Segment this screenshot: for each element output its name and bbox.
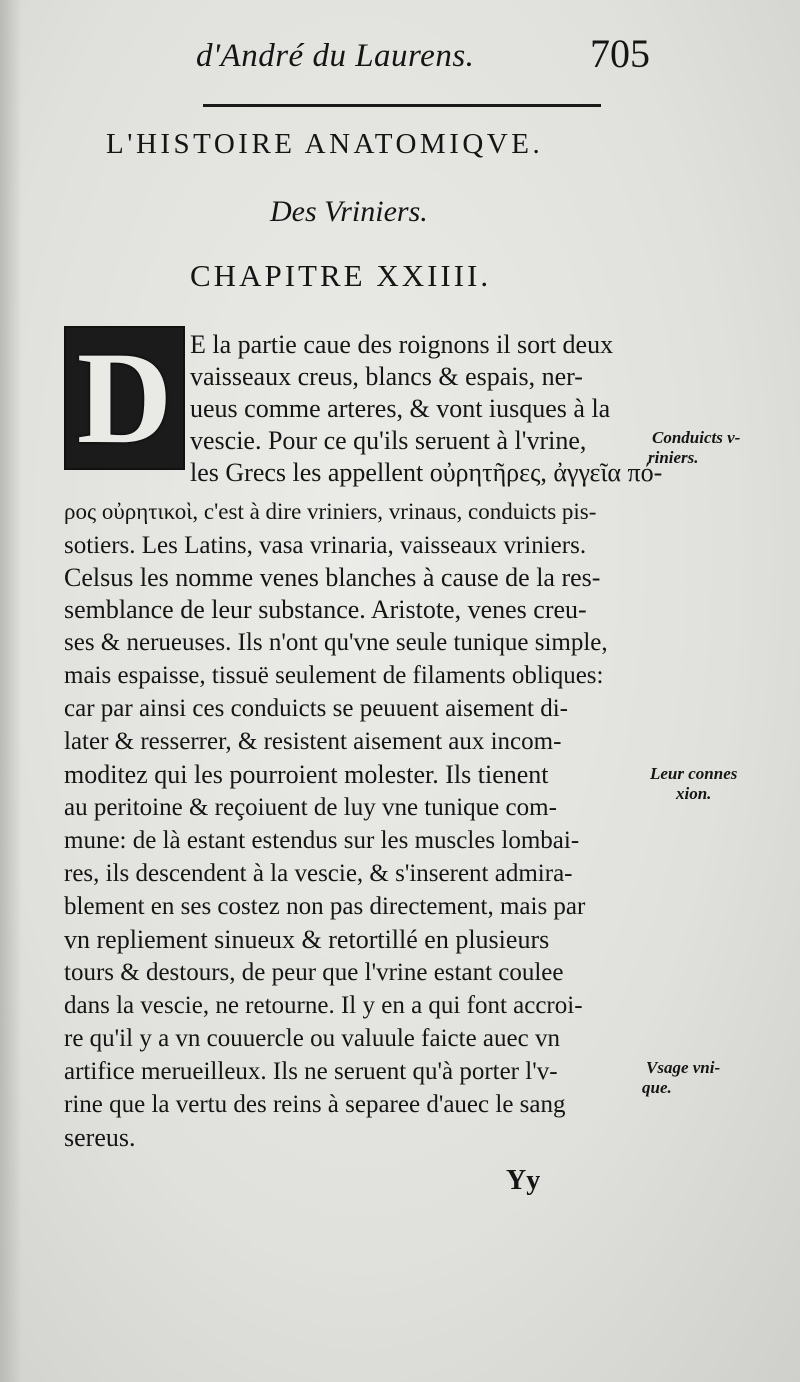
spine-shadow	[0, 0, 22, 1382]
margin-note	[650, 764, 737, 804]
margin-note-line: riniers.	[648, 448, 699, 467]
decorated-initial	[64, 326, 185, 470]
text-line: vaisseaux creus, blancs & espais, ner-	[190, 362, 583, 391]
text-line: tours & destours, de peur que l'vrine estant coulee	[64, 959, 564, 986]
text-line: dans la vescie, ne retourne. Il y en a qui font accroi-	[64, 992, 583, 1019]
text-line: sotiers. Les Latins, vasa vrinaria, vaisseaux vriniers.	[64, 532, 587, 559]
drop-cap-letter: D	[76, 324, 173, 471]
text-line: ueus comme arteres, & vont iusques à la	[190, 394, 611, 423]
header-rule	[203, 104, 601, 107]
text-line: vn repliement sinueux & retortillé en plusieurs	[64, 925, 550, 954]
text-line: vescie. Pour ce qu'ils seruent à l'vrine,	[190, 426, 587, 455]
margin-note-line: que.	[642, 1078, 672, 1097]
text-line: later & resserrer, & resistent aisement aux incom-	[64, 728, 562, 755]
page-number: 705	[590, 31, 650, 76]
text-line: rine que la vertu des reins à separee d'auec le sang	[64, 1091, 566, 1118]
text-line: au peritoine & reçoiuent de luy vne tunique com-	[64, 794, 557, 821]
catchword: Yy	[506, 1165, 541, 1196]
margin-note-line: xion.	[676, 784, 712, 803]
text-line: mais espaisse, tissuë seulement de filaments obliques:	[64, 662, 604, 689]
text-line: blement en ses costez non pas directement, mais par	[64, 893, 586, 920]
text-line: re qu'il y a vn couuercle ou valuule faicte auec vn	[64, 1025, 560, 1052]
margin-note-line: Vsage vni-	[646, 1058, 721, 1077]
text-line: sereus.	[64, 1123, 136, 1152]
text-line: les Grecs les appellent οὐρητῆρες, ἀγγεῖα πό-	[190, 458, 663, 487]
margin-note	[642, 1058, 721, 1098]
text-line: ses & nerueuses. Ils n'ont qu'vne seule tunique simple,	[64, 629, 608, 656]
margin-note-line: Leur connes	[650, 764, 738, 783]
text-line: moditez qui les pourroient molester. Ils tienent	[64, 760, 549, 789]
text-line: car par ainsi ces conduicts se peuuent aisement di-	[64, 695, 568, 722]
section-title: Des Vriniers.	[270, 195, 428, 228]
text-line: ρος οὐρητικοὶ, c'est à dire vriniers, vrinaus, conduicts pis-	[64, 499, 597, 524]
text-line: semblance de leur substance. Aristote, venes creu-	[64, 595, 587, 624]
chapter-title: CHAPITRE XXIIII.	[190, 258, 492, 293]
running-head: d'André du Laurens.	[196, 38, 475, 74]
text-line: mune: de là estant estendus sur les muscles lombai-	[64, 827, 580, 854]
text-line: Celsus les nomme venes blanches à cause de la res-	[64, 563, 601, 592]
margin-note	[648, 428, 741, 468]
margin-note-line: Conduicts v-	[652, 428, 741, 447]
text-line: res, ils descendent à la vescie, & s'inserent admira-	[64, 860, 573, 887]
text-line: E la partie caue des roignons il sort deux	[190, 330, 614, 359]
book-title: L'HISTOIRE ANATOMIQVE.	[106, 128, 544, 160]
text-line: artifice merueilleux. Ils ne seruent qu'à porter l'v-	[64, 1058, 558, 1085]
